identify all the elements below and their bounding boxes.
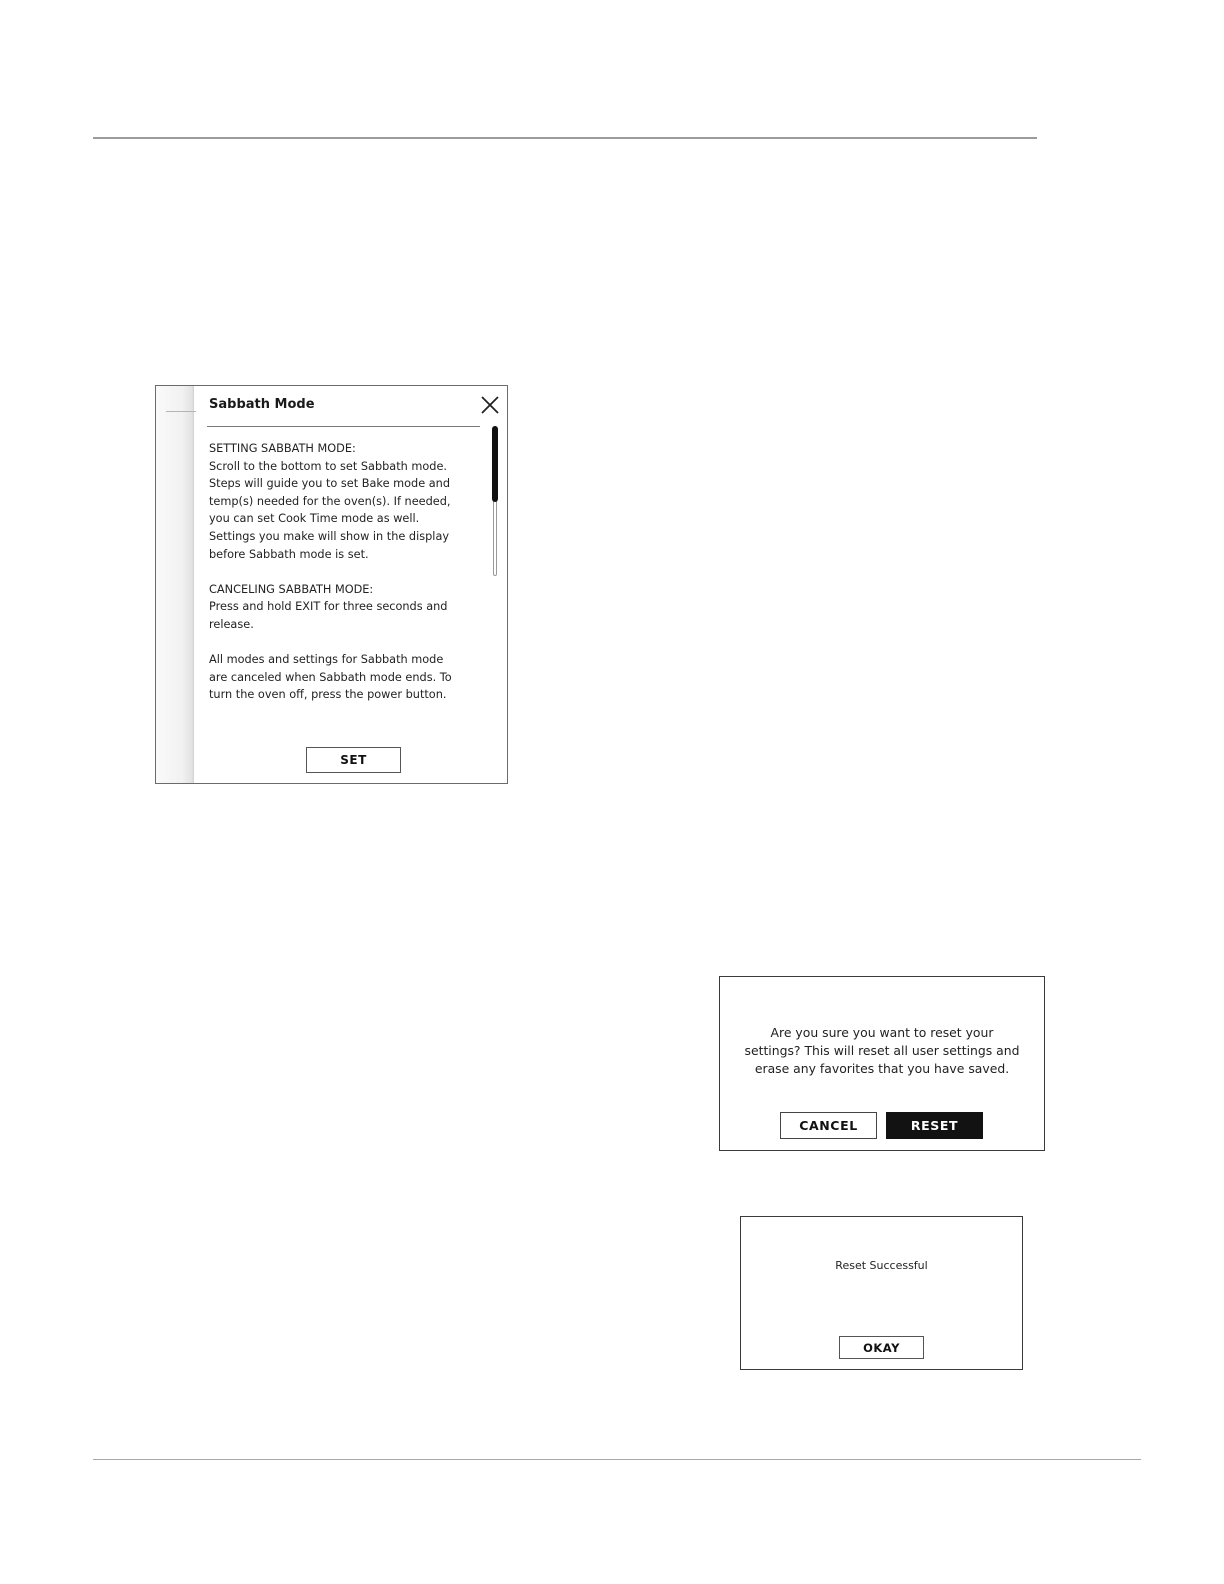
setting-instructions: SETTING SABBATH MODE: Scroll to the bottom to set Sabbath mode. Steps will guide you to set Bake mode and temp(s) needed for the oven(s). If needed, you can set Cook Time mode as well. Settings you make will show in the display before Sabbath mode is set. <box>209 442 451 561</box>
okay-button[interactable]: OKAY <box>839 1336 924 1359</box>
scroll-thumb[interactable] <box>492 426 498 502</box>
dialog-side-panel <box>156 386 194 783</box>
scrollbar[interactable] <box>491 426 499 576</box>
modes-note: All modes and settings for Sabbath mode are canceled when Sabbath mode ends. To turn the oven off, press the power button. <box>209 653 452 702</box>
canceling-instructions: CANCELING SABBATH MODE: Press and hold EXIT for three seconds and release. <box>209 582 448 631</box>
dialog-title: Sabbath Mode <box>209 397 315 412</box>
side-panel-divider <box>166 411 196 412</box>
set-button[interactable]: SET <box>306 747 401 773</box>
reset-confirm-dialog <box>719 976 1045 1151</box>
bottom-divider <box>93 1459 1141 1460</box>
cancel-button[interactable]: CANCEL <box>780 1112 877 1139</box>
top-divider <box>93 137 1037 139</box>
reset-confirm-message: Are you sure you want to reset your settings? This will reset all user settings and erase any favorites that you have saved. <box>744 1025 1020 1076</box>
reset-success-dialog <box>740 1216 1023 1370</box>
instructions-text <box>209 440 484 722</box>
sabbath-mode-dialog <box>155 385 508 784</box>
reset-button[interactable]: RESET <box>886 1112 983 1139</box>
close-icon[interactable] <box>479 394 501 416</box>
title-divider <box>207 426 480 427</box>
reset-success-message: Reset Successful <box>835 1259 928 1272</box>
